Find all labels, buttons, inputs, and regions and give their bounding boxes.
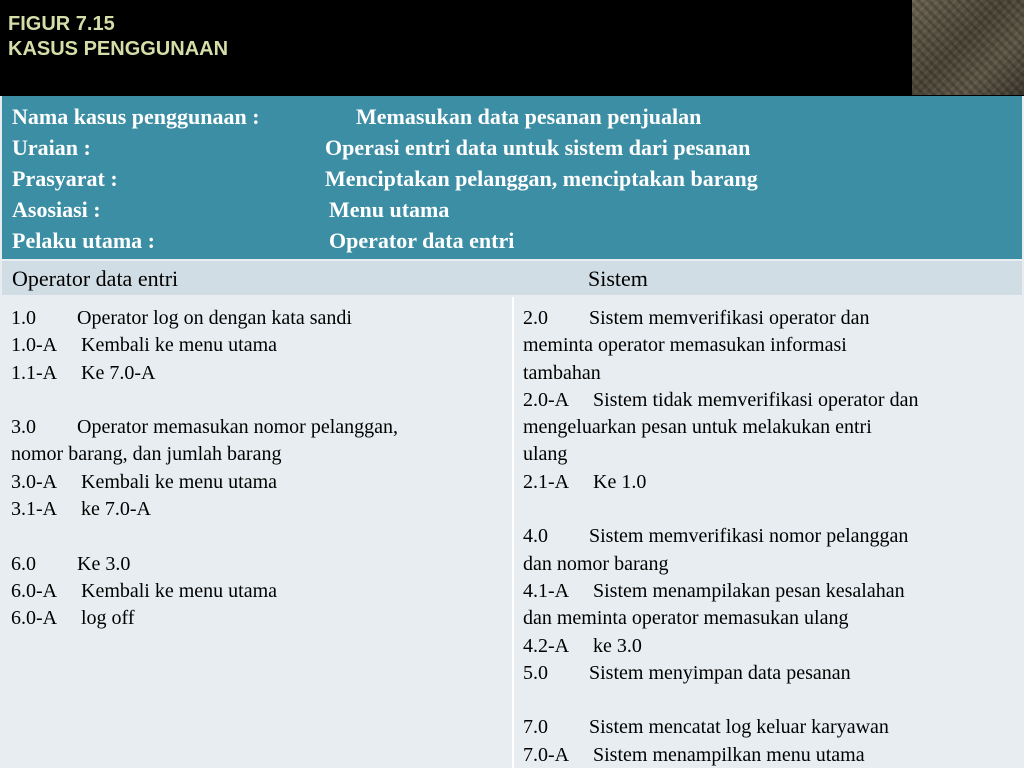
- step-text: Ke 7.0-A: [81, 361, 156, 384]
- header-row-actor: [12, 225, 515, 256]
- step-line: [11, 551, 512, 578]
- step-line: [523, 387, 1022, 414]
- header-value: Operasi entri data untuk sistem dari pesanan: [325, 135, 751, 160]
- step-text: Sistem memverifikasi operator dan: [589, 307, 870, 329]
- step-line: [523, 523, 1022, 550]
- step-text: Sistem menyimpan data pesanan: [589, 661, 851, 684]
- step-text: ulang: [523, 443, 568, 466]
- header-row-association: [12, 194, 450, 225]
- use-case-header: [2, 96, 1022, 259]
- operator-steps: [2, 297, 512, 633]
- step-line: [523, 687, 1022, 714]
- column-header-operator: Operator data entri: [12, 266, 179, 291]
- step-line: [523, 305, 1022, 332]
- system-column: [514, 297, 1022, 768]
- step-number: 5.0: [523, 661, 548, 684]
- step-line: [523, 414, 1022, 441]
- figure-number: FIGUR 7.15: [8, 13, 115, 35]
- step-line: [11, 496, 512, 523]
- step-line: [523, 742, 1022, 768]
- step-number: 6.0-A: [11, 607, 58, 630]
- step-text: ke 3.0: [593, 634, 642, 657]
- step-line: [523, 469, 1022, 496]
- step-line: [11, 414, 512, 441]
- step-line: [11, 387, 512, 414]
- step-line: [523, 633, 1022, 660]
- step-number: 7.0: [523, 716, 548, 739]
- step-text: dan meminta operator memasukan ulang: [523, 607, 849, 630]
- operator-column: [2, 297, 512, 768]
- step-number: 1.0: [11, 307, 36, 329]
- step-line: [523, 441, 1022, 468]
- header-label: Prasyarat :: [12, 166, 118, 191]
- step-line: [11, 605, 512, 632]
- step-line: [11, 578, 512, 605]
- step-number: 1.0-A: [11, 334, 58, 357]
- step-text: Ke 1.0: [593, 470, 647, 493]
- step-line: [523, 551, 1022, 578]
- step-text: Sistem tidak memverifikasi operator dan: [593, 388, 919, 411]
- step-text: Kembali ke menu utama: [81, 579, 278, 602]
- header-label: Nama kasus penggunaan :: [12, 104, 260, 129]
- step-number: 4.2-A: [523, 634, 570, 657]
- step-text: mengeluarkan pesan untuk melakukan entri: [523, 416, 872, 439]
- decorative-texture: [912, 0, 1024, 95]
- column-header-system: Sistem: [588, 266, 648, 291]
- header-value: Memasukan data pesanan penjualan: [356, 104, 702, 129]
- step-line: [11, 360, 512, 387]
- step-number: 3.1-A: [11, 498, 58, 521]
- header-label: Asosiasi :: [12, 197, 101, 222]
- step-number: 2.0-A: [523, 388, 570, 411]
- step-number: 4.0: [523, 525, 548, 548]
- step-text: Sistem menampilakan pesan kesalahan: [593, 579, 905, 602]
- figure-caption: KASUS PENGGUNAAN: [8, 38, 229, 60]
- step-text: nomor barang, dan jumlah barang: [11, 443, 282, 466]
- step-text: Sistem mencatat log keluar karyawan: [589, 716, 889, 739]
- step-line: [523, 578, 1022, 605]
- header-row-description: [12, 132, 751, 163]
- step-text: Sistem menampilkan menu utama: [593, 743, 865, 766]
- step-line: [523, 714, 1022, 741]
- step-text: Operator log on dengan kata sandi: [77, 307, 352, 329]
- step-text: ke 7.0-A: [81, 498, 151, 521]
- header-value: Operator data entri: [329, 228, 515, 253]
- step-text: Operator memasukan nomor pelanggan,: [77, 416, 399, 439]
- step-line: [523, 360, 1022, 387]
- step-line: [523, 332, 1022, 359]
- step-text: dan nomor barang: [523, 552, 669, 575]
- step-text: tambahan: [523, 361, 601, 384]
- column-headers: [2, 261, 1022, 295]
- step-line: [11, 469, 512, 496]
- step-number: 2.0: [523, 307, 548, 329]
- step-text: Sistem memverifikasi nomor pelanggan: [589, 525, 909, 548]
- step-line: [11, 305, 512, 332]
- step-line: [11, 523, 512, 550]
- header-row-precondition: [12, 163, 758, 194]
- step-line: [11, 441, 512, 468]
- step-text: meminta operator memasukan informasi: [523, 334, 847, 357]
- step-number: 6.0: [11, 552, 36, 575]
- step-line: [523, 660, 1022, 687]
- step-number: 1.1-A: [11, 361, 58, 384]
- step-number: 3.0: [11, 416, 36, 439]
- header-label: Pelaku utama :: [12, 228, 155, 253]
- step-text: Ke 3.0: [77, 552, 131, 575]
- step-line: [11, 332, 512, 359]
- step-text: log off: [81, 607, 135, 630]
- header-row-name: [12, 101, 702, 132]
- step-line: [523, 496, 1022, 523]
- step-number: 7.0-A: [523, 743, 570, 766]
- system-steps: [514, 297, 1022, 768]
- slide-title: [8, 12, 228, 62]
- step-number: 2.1-A: [523, 470, 570, 493]
- use-case-table: [0, 96, 1024, 768]
- step-number: 6.0-A: [11, 579, 58, 602]
- header-label: Uraian :: [12, 135, 91, 160]
- header-value: Menu utama: [329, 197, 450, 222]
- step-text: Kembali ke menu utama: [81, 334, 278, 357]
- step-number: 3.0-A: [11, 470, 58, 493]
- step-number: 4.1-A: [523, 579, 570, 602]
- header-value: Menciptakan pelanggan, menciptakan barang: [325, 166, 758, 191]
- step-line: [523, 605, 1022, 632]
- step-text: Kembali ke menu utama: [81, 470, 278, 493]
